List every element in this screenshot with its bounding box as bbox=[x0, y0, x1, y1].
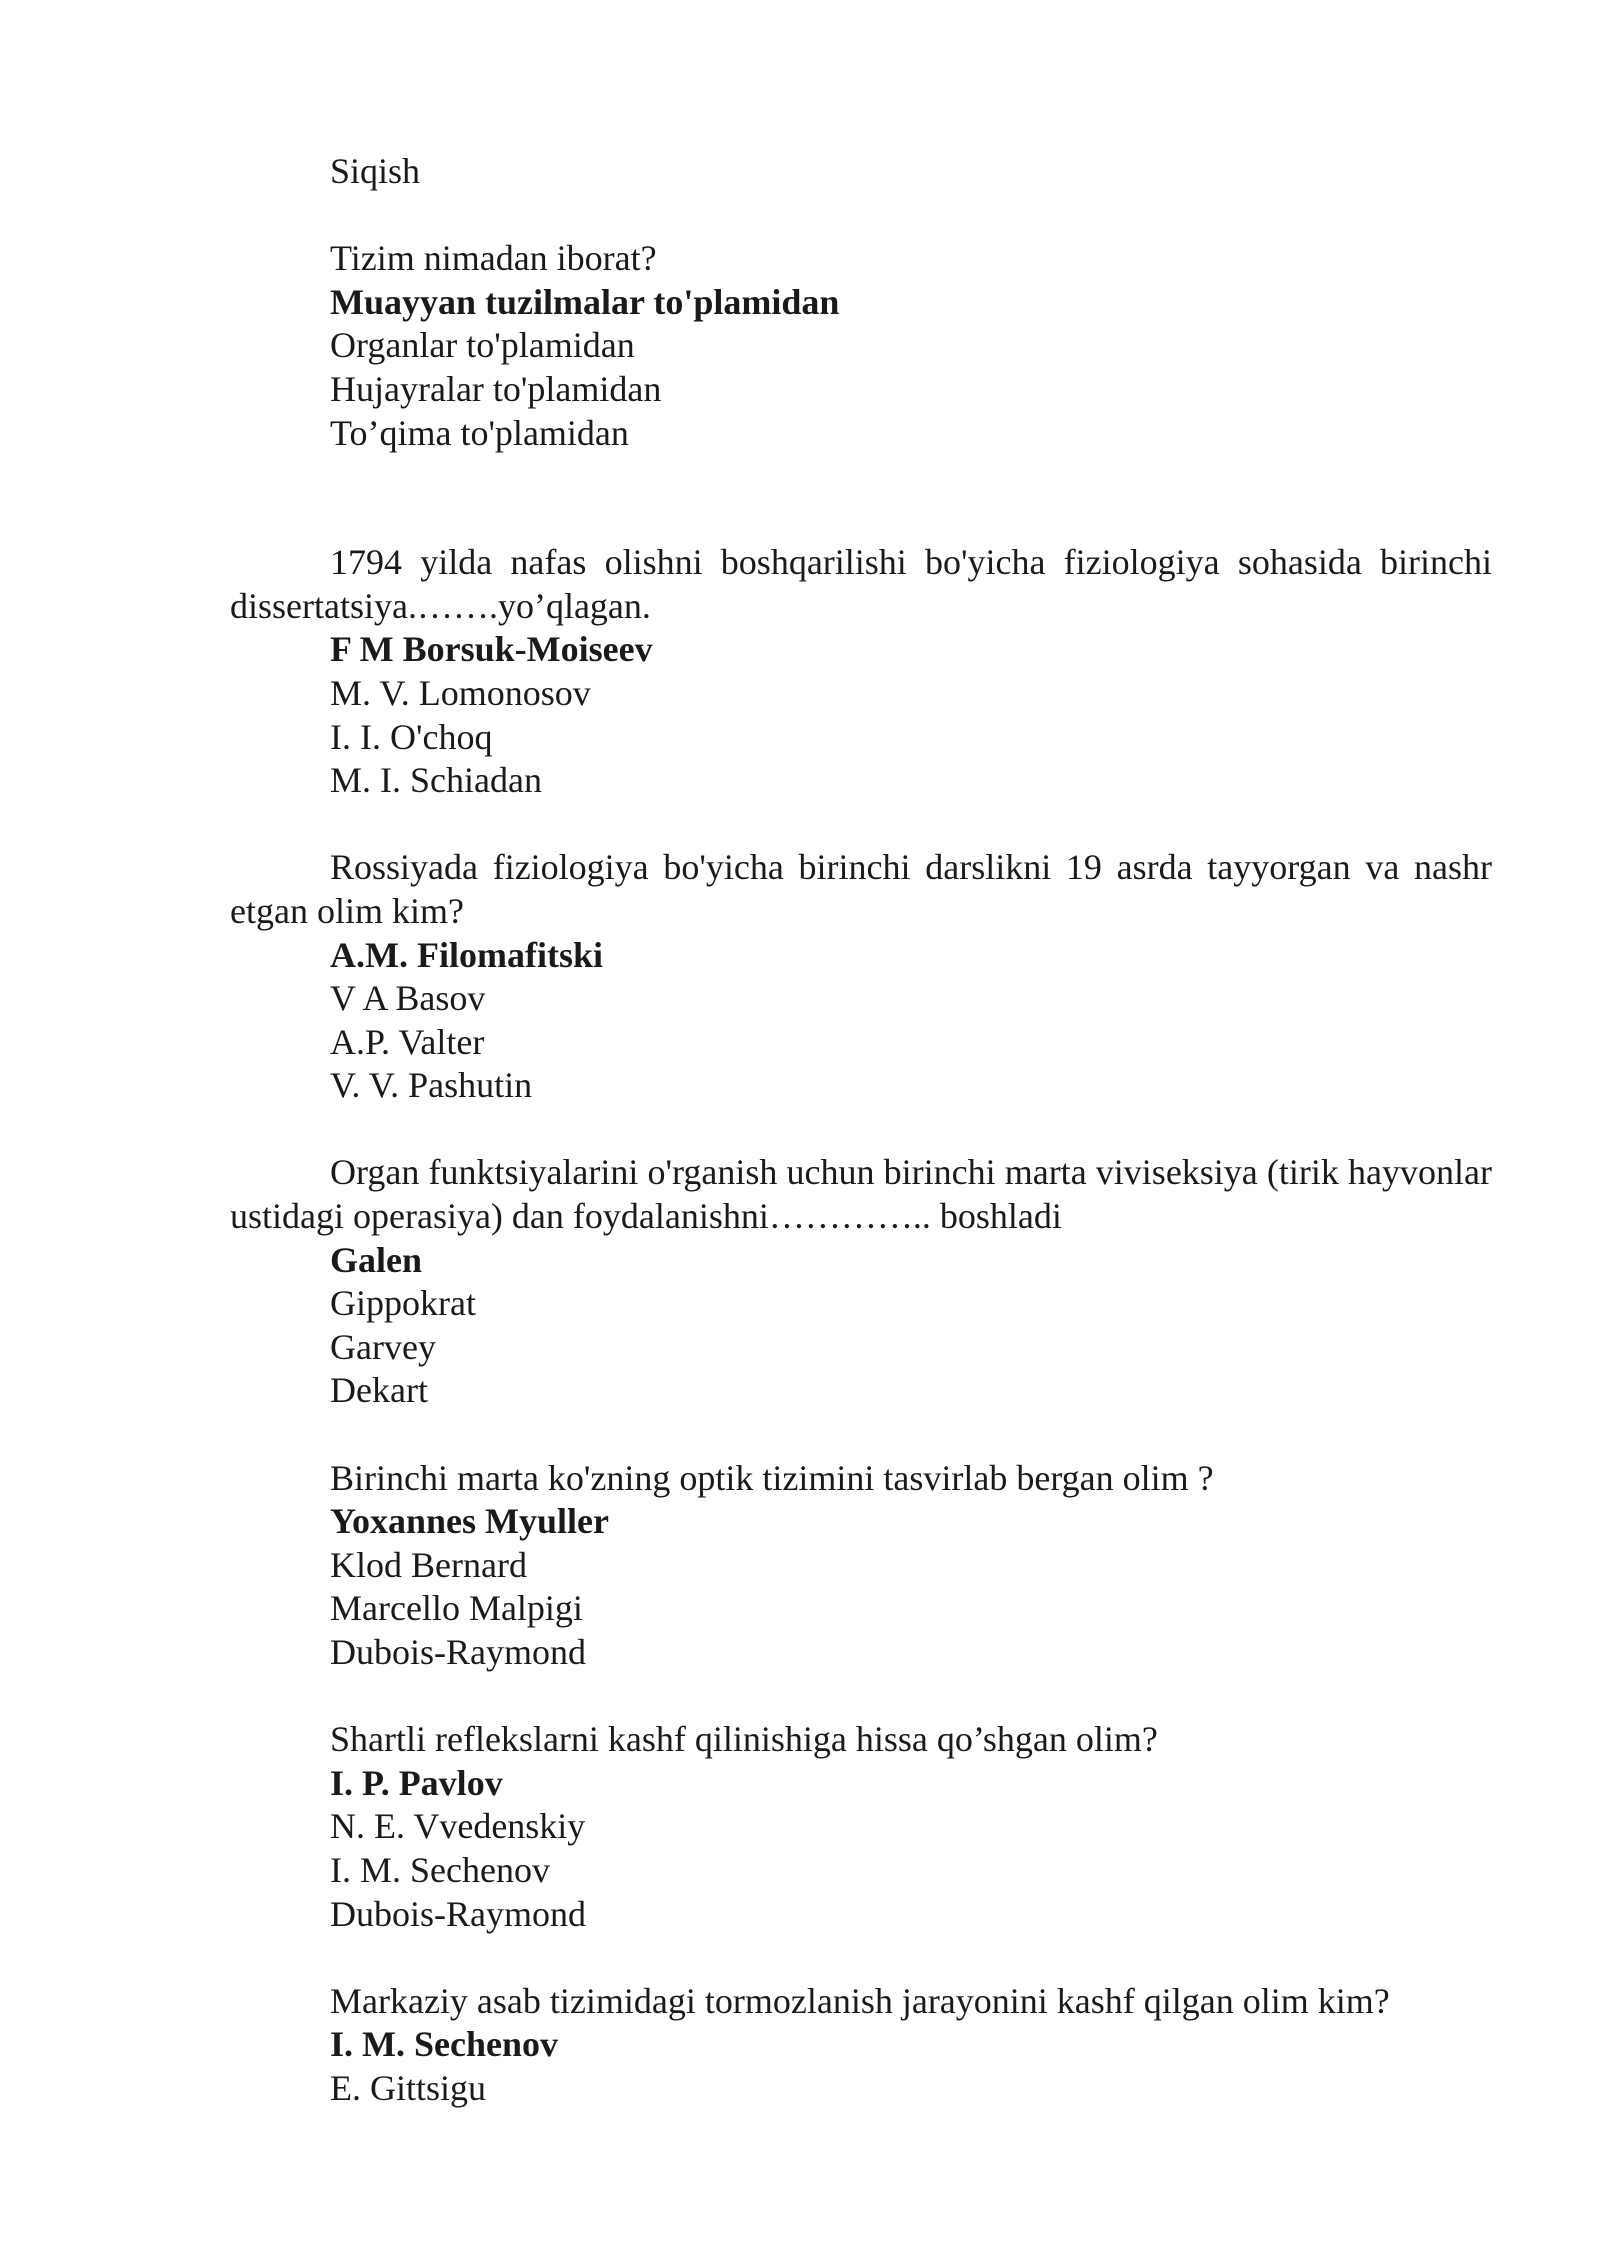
section-heading: Siqish bbox=[330, 151, 421, 191]
answer-option: N. E. Vvedenskiy bbox=[330, 1806, 586, 1847]
question-text: Tizim nimadan iborat? bbox=[330, 238, 657, 279]
answer-option: V. V. Pashutin bbox=[330, 1065, 533, 1106]
answer-option: Dubois-Raymond bbox=[330, 1893, 586, 1934]
answer-option: Gippokrat bbox=[330, 1283, 476, 1324]
answer-option: V A Basov bbox=[330, 978, 486, 1019]
question-block bbox=[230, 237, 1492, 455]
question-text: Markaziy asab tizimidagi tormozlanish jarayonini kashf qilgan olim kim? bbox=[330, 1980, 1390, 2021]
correct-answer: Muayyan tuzilmalar to'plamidan bbox=[330, 281, 840, 322]
question-block bbox=[230, 846, 1492, 1108]
answer-option: Garvey bbox=[330, 1326, 436, 1367]
answer-option: I. M. Sechenov bbox=[330, 1849, 550, 1890]
answer-option: Organlar to'plamidan bbox=[330, 325, 635, 366]
question-text: 1794 yilda nafas olishni boshqarilishi bo'yicha fiziologiya sohasida birinchi dissertatsiya.…….yo’qlagan. bbox=[230, 542, 1492, 626]
answer-option: E. Gittsigu bbox=[330, 2067, 487, 2108]
answer-option: A.P. Valter bbox=[330, 1021, 485, 1062]
correct-answer: F M Borsuk-Moiseev bbox=[330, 629, 653, 670]
answer-option: I. I. O'choq bbox=[330, 716, 493, 757]
correct-answer: I. M. Sechenov bbox=[330, 2024, 558, 2065]
question-text: Organ funktsiyalarini o'rganish uchun birinchi marta viviseksiya (tirik hayvonlar ustidagi operasiya) dan foydalanishni………….. boshladi bbox=[230, 1152, 1492, 1237]
question-text: Rossiyada fiziologiya bo'yicha birinchi darslikni 19 asrda tayyorgan va nashr etgan olim kim? bbox=[230, 847, 1492, 931]
question-text: Shartli reflekslarni kashf qilinishiga hissa qo’shgan olim? bbox=[330, 1719, 1158, 1760]
question-text: Birinchi marta ko'zning optik tizimini tasvirlab bergan olim ? bbox=[330, 1457, 1214, 1498]
question-block bbox=[230, 1980, 1492, 2111]
answer-option: M. I. Schiadan bbox=[330, 760, 542, 801]
answer-option: To’qima to'plamidan bbox=[330, 412, 629, 453]
correct-answer: Yoxannes Myuller bbox=[330, 1501, 609, 1542]
correct-answer: A.M. Filomafitski bbox=[330, 934, 603, 975]
answer-option: Dekart bbox=[330, 1370, 428, 1411]
question-block bbox=[230, 1718, 1492, 1936]
answer-option: Hujayralar to'plamidan bbox=[330, 368, 662, 409]
question-block bbox=[230, 1151, 1492, 1413]
question-block bbox=[230, 1457, 1492, 1675]
correct-answer: Galen bbox=[330, 1239, 423, 1280]
question-block bbox=[230, 541, 1492, 803]
answer-option: M. V. Lomonosov bbox=[330, 672, 591, 713]
correct-answer: I. P. Pavlov bbox=[330, 1762, 503, 1803]
answer-option: Dubois-Raymond bbox=[330, 1632, 586, 1672]
answer-option: Klod Bernard bbox=[330, 1544, 527, 1585]
document-body bbox=[230, 150, 1492, 2111]
answer-option: Marcello Malpigi bbox=[330, 1588, 583, 1629]
